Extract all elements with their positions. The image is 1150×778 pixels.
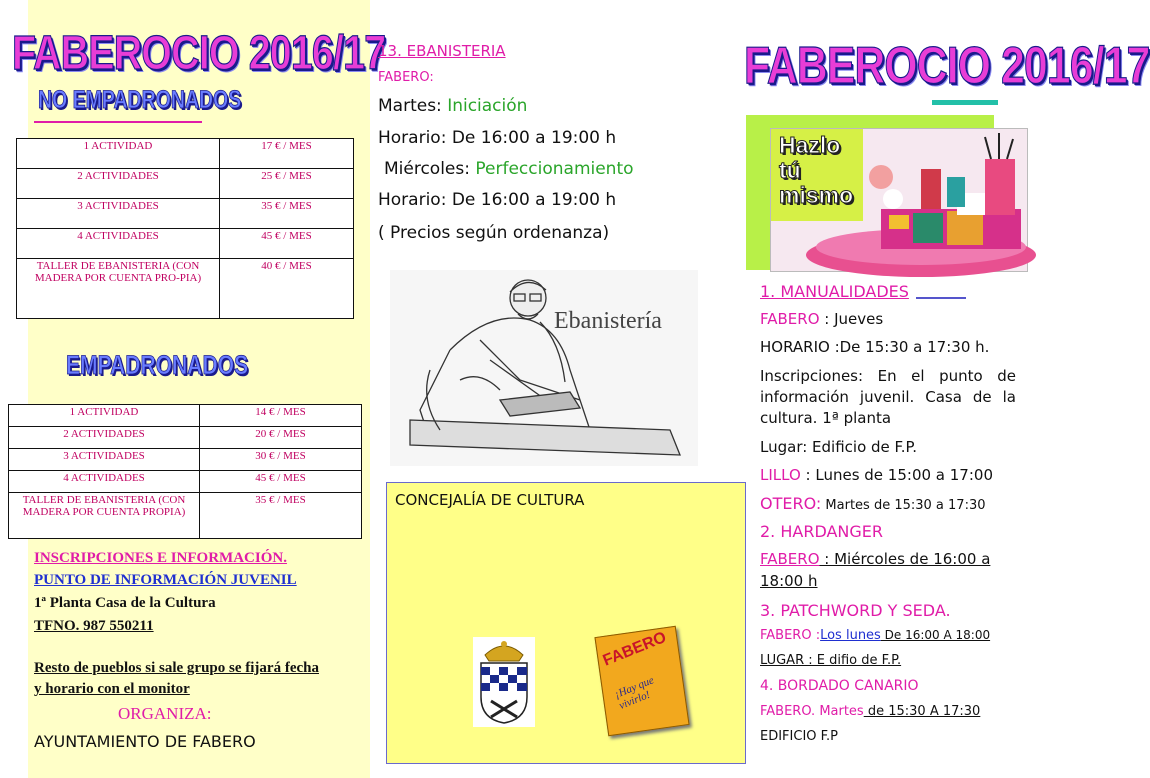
price-cell: 20 € / MES: [200, 427, 362, 449]
organiza-label: ORGANIZA:: [118, 704, 212, 723]
manualidades-otero: [760, 494, 986, 513]
table-row: [9, 449, 362, 471]
fabero-badge: [594, 626, 689, 736]
price-cell: 35 € / MES: [200, 493, 362, 539]
price-cell: 40 € / MES: [220, 259, 354, 319]
lillo-value: : Lunes de 15:00 a 17:00: [800, 466, 993, 484]
patchword-time: De 16:00 A 18:00: [880, 628, 991, 642]
activity-cell: TALLER DE EBANISTERIA (CON MADERA POR CUENTA PRO-PIA): [17, 259, 220, 319]
empadronados-table: [8, 404, 362, 539]
hardanger-fabero: [760, 550, 990, 568]
patchword-fabero-label: FABERO :: [760, 628, 821, 643]
manualidades-lugar: [760, 438, 917, 456]
activity-cell: 1 ACTIVIDAD: [17, 139, 220, 169]
hardanger-fabero-label: FABERO: [760, 550, 820, 568]
table-row: [9, 471, 362, 493]
info-line-6: y horario con el monitor: [34, 681, 190, 697]
bordado-fabero: [760, 704, 980, 719]
coat-of-arms-image: [473, 637, 535, 727]
table-row: [9, 405, 362, 427]
patchword-fabero: [760, 628, 990, 643]
ebanisteria-place: FABERO:: [378, 70, 434, 85]
info-line-1: INSCRIPCIONES E INFORMACIÓN.: [34, 550, 287, 566]
price-cell: 45 € / MES: [220, 229, 354, 259]
martes-level: Iniciación: [447, 96, 528, 116]
price-cell: 25 € / MES: [220, 169, 354, 199]
photo-text-line: Hazlo: [779, 132, 841, 158]
price-cell: 30 € / MES: [200, 449, 362, 471]
table-row: [17, 229, 354, 259]
patchword-days: Los lunes: [820, 628, 881, 643]
activity-cell: 1 ACTIVIDAD: [9, 405, 200, 427]
badge-slogan: ¡Hay que vivirlo!: [612, 674, 656, 712]
bordado-heading: 4. BORDADO CANARIO: [760, 678, 919, 694]
info-line-2: PUNTO DE INFORMACIÓN JUVENIL: [34, 572, 297, 588]
info-line-5: Resto de pueblos si sale grupo se fijará fecha: [34, 660, 319, 676]
table-row: [17, 169, 354, 199]
price-cell: 17 € / MES: [220, 139, 354, 169]
otero-value: Martes de 15:30 a 17:30: [821, 498, 986, 513]
photo-text-line: tú: [779, 157, 801, 183]
fabero-value: : Jueves: [819, 310, 884, 328]
carpenter-sketch-image: [390, 270, 698, 466]
activity-cell: 4 ACTIVIDADES: [17, 229, 220, 259]
fabero-label: FABERO: [760, 310, 820, 328]
hardanger-time: 18:00 h: [760, 572, 818, 590]
photo-text-line: mismo: [779, 182, 854, 208]
inscripciones-location: Casa de la cultura. 1ª planta: [760, 388, 1016, 427]
left-title: FABEROCIO 2016/17: [12, 27, 386, 80]
price-cell: 45 € / MES: [200, 471, 362, 493]
bordado-time: de 15:30 A 17:30: [863, 704, 981, 719]
activity-cell: TALLER DE EBANISTERIA (CON MADERA POR CUENTA PROPIA): [9, 493, 200, 539]
no-empadronados-heading: NO EMPADRONADOS: [38, 86, 242, 114]
lugar-value: Edificio de F.P.: [807, 438, 918, 456]
miercoles-level: Perfeccionamiento: [475, 159, 634, 179]
inscripciones-text: Inscripciones: En el punto de información juvenil.: [760, 367, 1016, 406]
concejalia-box: [386, 482, 746, 764]
miercoles-line: [384, 159, 634, 179]
otero-label: OTERO:: [760, 494, 822, 513]
empadronados-heading: EMPADRONADOS: [66, 350, 249, 380]
martes-line: [378, 96, 527, 116]
table-row: [17, 259, 354, 319]
manualidades-inscripciones: [760, 366, 1016, 429]
ebanisteria-heading: 13. EBANISTERIA: [378, 42, 506, 60]
bordado-fabero-label: FABERO. Martes: [760, 704, 864, 719]
badge-title: FABERO: [600, 628, 669, 670]
title-accent-bar: [932, 100, 998, 105]
craft-supplies-illustration: [771, 129, 1027, 271]
patchword-lugar: LUGAR : E difio de F.P.: [760, 653, 902, 668]
heading-underline-extension: [916, 297, 966, 299]
hazlo-tu-mismo-image: [770, 128, 1028, 272]
heading-underline: [34, 121, 202, 123]
lugar-label: Lugar:: [760, 438, 808, 456]
activity-cell: 3 ACTIVIDADES: [17, 199, 220, 229]
martes-label: Martes:: [378, 96, 448, 116]
manualidades-lillo: [760, 466, 993, 484]
info-phone: TFNO. 987 550211: [34, 618, 154, 634]
precios-note: ( Precios según ordenanza): [378, 223, 610, 243]
table-row: [17, 199, 354, 229]
activity-cell: 4 ACTIVIDADES: [9, 471, 200, 493]
activity-cell: 2 ACTIVIDADES: [17, 169, 220, 199]
horario-line-2: Horario: De 16:00 a 19:00 h: [378, 190, 617, 210]
hardanger-fabero-value: : Miércoles de 16:00 a: [819, 550, 991, 568]
price-cell: 14 € / MES: [200, 405, 362, 427]
sketch-caption: Ebanistería: [554, 308, 662, 334]
activity-cell: 2 ACTIVIDADES: [9, 427, 200, 449]
right-title: FABEROCIO 2016/17: [744, 37, 1150, 95]
hardanger-heading: 2. HARDANGER: [760, 522, 884, 541]
info-line-3: 1ª Planta Casa de la Cultura: [34, 595, 216, 611]
table-row: [17, 139, 354, 169]
price-cell: 35 € / MES: [220, 199, 354, 229]
miercoles-label: Miércoles:: [384, 159, 476, 179]
table-row: [9, 427, 362, 449]
bordado-edificio: EDIFICIO F.P: [760, 729, 839, 744]
patchword-heading: 3. PATCHWORD Y SEDA.: [760, 601, 951, 620]
manualidades-heading: 1. MANUALIDADES: [760, 282, 909, 301]
horario-line-1: Horario: De 16:00 a 19:00 h: [378, 128, 617, 148]
table-row: [9, 493, 362, 539]
activity-cell: 3 ACTIVIDADES: [9, 449, 200, 471]
ayuntamiento: AYUNTAMIENTO DE FABERO: [34, 732, 256, 751]
no-empadronados-table: [16, 138, 354, 319]
concejalia-title: CONCEJALÍA DE CULTURA: [395, 491, 585, 509]
manualidades-fabero: [760, 310, 883, 328]
lillo-label: LILLO: [760, 466, 801, 484]
manualidades-horario: HORARIO :De 15:30 a 17:30 h.: [760, 338, 990, 356]
